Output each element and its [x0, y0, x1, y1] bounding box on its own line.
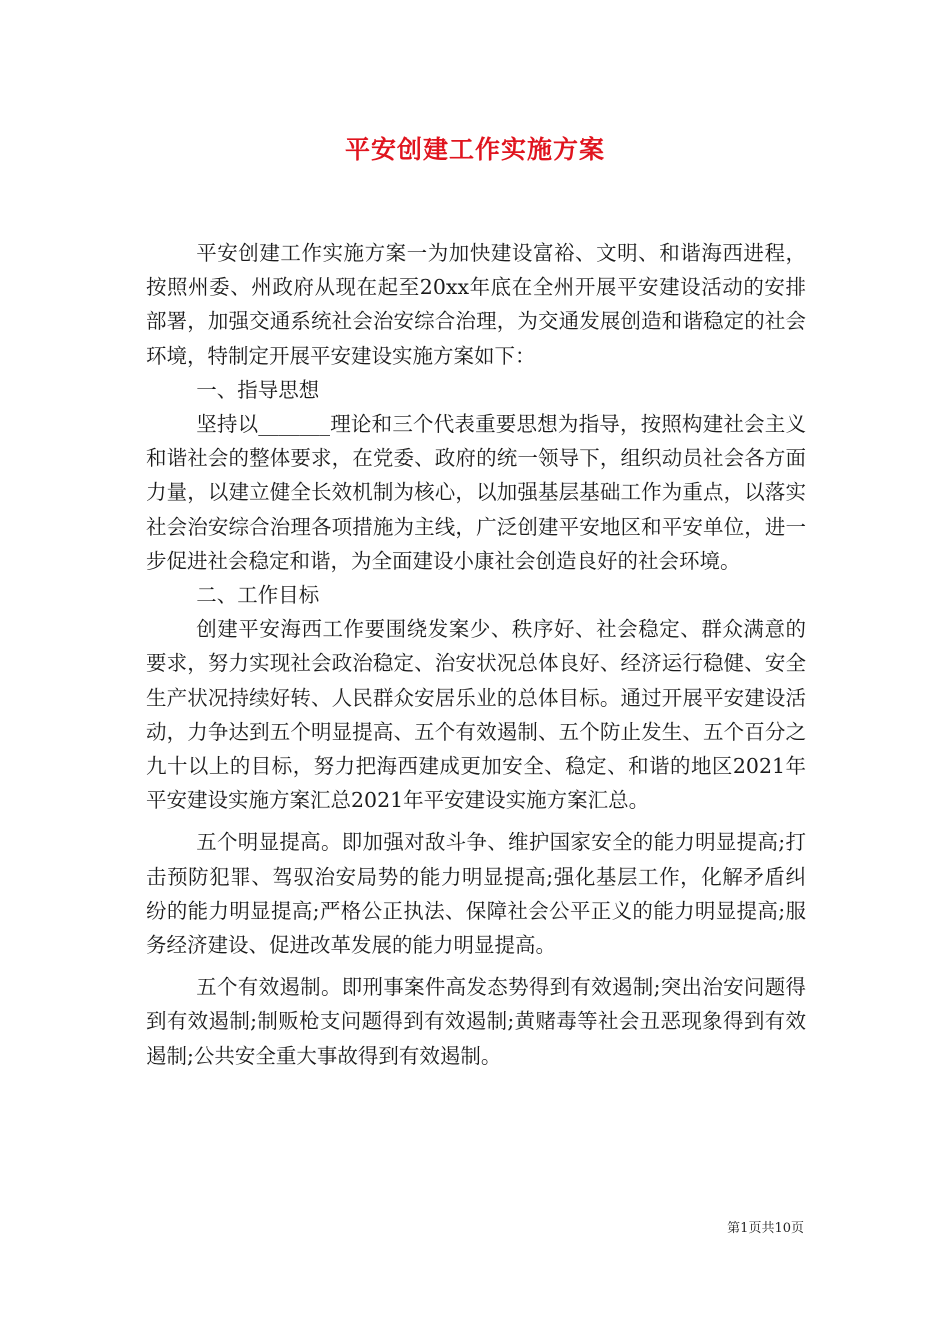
- five-curbs-paragraph: 五个有效遏制。即刑事案件高发态势得到有效遏制;突出治安问题得到有效遏制;制贩枪支问题得到有效遏制;黄赌毒等社会丑恶现象得到有效遏制;公共安全重大事故得到有效遏制。: [146, 975, 806, 1068]
- intro-paragraph: 平安创建工作实施方案一为加快建设富裕、文明、和谐海西进程，按照州委、州政府从现在起至20xx年底在全州开展平安建设活动的安排部署，加强交通系统社会治安综合治理，为交通发展创造和谐稳定的社会环境，特制定开展平安建设实施方案如下：: [146, 241, 806, 368]
- work-goals-paragraph: 创建平安海西工作要围绕发案少、秩序好、社会稳定、群众满意的要求，努力实现社会政治稳定、治安状况总体良好、经济运行稳健、安全生产状况持续好转、人民群众安居乐业的总体目标。通过开展平安建设活动，力争达到五个明显提高、五个有效遏制、五个防止发生、五个百分之九十以上的目标，努力把海西建成更加安全、稳定、和谐的地区2021年平安建设实施方案汇总2021年平安建设实施方案汇总。: [146, 617, 806, 813]
- section-heading-guiding-ideology: 一、指导思想: [196, 377, 320, 402]
- section-heading-work-goals: 二、工作目标: [196, 583, 320, 608]
- document-title: 平安创建工作实施方案: [344, 135, 605, 164]
- guiding-ideology-paragraph: 坚持以_______理论和三个代表重要思想为指导，按照构建社会主义和谐社会的整体要求，在党委、政府的统一领导下，组织动员社会各方面力量，以建立健全长效机制为核心，以加强基层基础工作为重点，以落实社会治安综合治理各项措施为主线，广泛创建平安地区和平安单位，进一步促进社会稳定和谐，为全面建设小康社会创造良好的社会环境。: [146, 412, 806, 573]
- page-number: 第1页共10页: [727, 1221, 804, 1236]
- document-body: [146, 236, 806, 1073]
- five-improvements-paragraph: 五个明显提高。即加强对敌斗争、维护国家安全的能力明显提高;打击预防犯罪、驾驭治安局势的能力明显提高;强化基层工作，化解矛盾纠纷的能力明显提高;严格公正执法、保障社会公平正义的能力明显提高;服务经济建设、促进改革发展的能力明显提高。: [146, 830, 806, 958]
